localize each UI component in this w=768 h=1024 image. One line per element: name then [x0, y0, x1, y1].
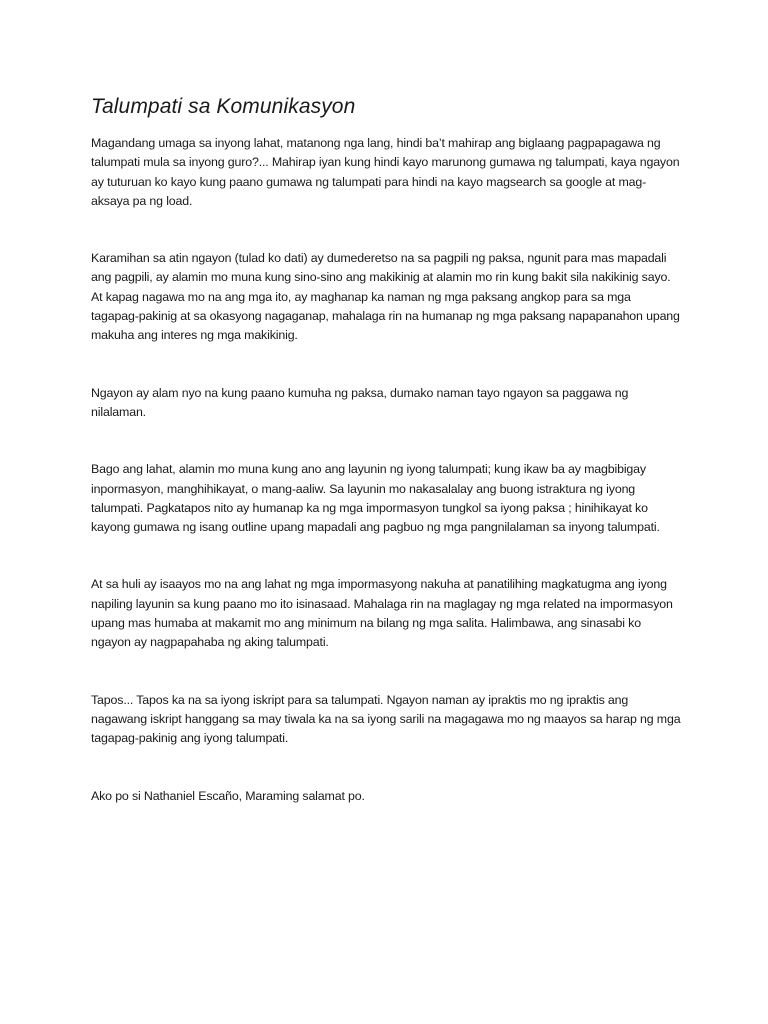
paragraph-gap	[91, 422, 681, 460]
paragraph-gap	[91, 346, 681, 384]
paragraph-content-transition: Ngayon ay alam nyo na kung paano kumuha ng paksa, dumako naman tayo ngayon sa paggawa ng nilalaman.	[91, 385, 629, 419]
paragraph-organizing: At sa huli ay isaayos mo na ang lahat ng mga impormasyong nakuha at panatilihing magkatugma ang iyong napiling layunin sa kung paano mo ito isinasaad. Mahalaga rin na maglagay ng mga related na impormasyon upang mas humaba at makamit mo ang minimum na bilang ng mga salita. Halimbawa, ang sinasabi ko ngayon ay nagpapahaba ng aking talumpati.	[91, 577, 673, 650]
paragraph-choosing-topic: Karamihan sa atin ngayon (tulad ko dati) ay dumederetso na sa pagpili ng paksa, ngunit para mas mapadali ang pagpili, ay alamin mo muna kung sino-sino ang makikinig at alamin mo rin kung bakit sila nakikinig sayo. At kapag nagawa mo na ang mga ito, ay maghanap ka naman ng mga paksang angkop para sa mga tagapag-pakinig at sa okasyong nagaganap, mahalaga rin na humanap ng mga paksang napapanahon upang makuha ang interes ng mga makikinig.	[91, 251, 680, 343]
paragraph-gap	[91, 749, 681, 787]
paragraph-intro: Magandang umaga sa inyong lahat, matanong nga lang, hindi ba’t mahirap ang biglaang pagpapagawa ng talumpati mula sa inyong guro?... Mahirap iyan kung hindi kayo marunong gumawa ng talumpati, kaya ngayon ay tuturuan ko kayo kung paano gumawa ng talumpati para hindi na kayo magsearch sa google at mag- aksaya pa ng load.	[91, 136, 680, 208]
paragraph-gap	[91, 653, 681, 691]
paragraph-gap	[91, 537, 681, 575]
document-title: Talumpati sa Komunikasyon	[91, 95, 356, 118]
document-page	[91, 92, 681, 806]
paragraph-closing: Ako po si Nathaniel Escaño, Maraming salamat po.	[91, 788, 365, 803]
paragraph-gap	[91, 211, 681, 249]
paragraph-practice: Tapos... Tapos ka na sa iyong iskript para sa talumpati. Ngayon naman ay ipraktis mo ng ipraktis ang nagawang iskript hanggang sa may tiwala ka na sa iyong sarili na magagawa mo ng maayos sa harap ng mga tagapag-pakinig ang iyong talumpati.	[91, 692, 681, 746]
paragraph-purpose: Bago ang lahat, alamin mo muna kung ano ang layunin ng iyong talumpati; kung ikaw ba ay magbibigay inpormasyon, manghihikayat, o mang-aaliw. Sa layunin mo nakasalalay ang buong istraktura ng iyong talumpati. Pagkatapos nito ay humanap ka ng mga impormasyon tungkol sa iyong paksa ; hinihikayat ko kayong gumawa ng isang outline upang mapadali ang pagbuo ng mga pangnilalaman sa inyong talumpati.	[91, 462, 660, 535]
